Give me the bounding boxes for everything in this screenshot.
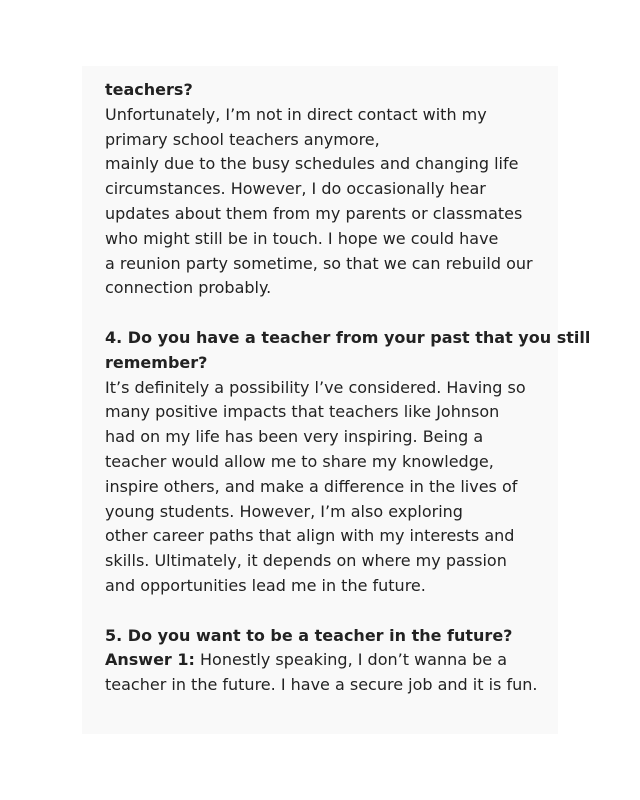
body-line: inspire others, and make a difference in the lives of [105, 476, 518, 496]
body-line: Unfortunately, I’m not in direct contact with my [105, 104, 487, 124]
body-line: a reunion party sometime, so that we can rebuild our [105, 253, 533, 273]
body-line: skills. Ultimately, it depends on where my passion [105, 551, 507, 571]
question-heading: remember? [105, 352, 208, 372]
question-heading: 4. Do you have a teacher from your past that you still [105, 327, 591, 347]
body-line: other career paths that align with my interests and [105, 526, 515, 546]
body-line: had on my life has been very inspiring. Being a [105, 427, 484, 447]
answer-text: Honestly speaking, I don’t wanna be a [194, 650, 508, 670]
document-content [105, 78, 591, 698]
body-line: It’s definitely a possibility l’ve considered. Having so [105, 377, 526, 397]
body-line: circumstances. However, I do occasionally hear [105, 179, 486, 199]
body-line: updates about them from my parents or classmates [105, 203, 523, 223]
answer-line [105, 648, 555, 673]
body-line: many positive impacts that teachers like Johnson [105, 402, 500, 422]
body-line: young students. However, I’m also exploring [105, 501, 463, 521]
body-line: teacher would allow me to share my knowledge, [105, 451, 494, 471]
body-line: who might still be in touch. I hope we could have [105, 228, 499, 248]
paragraph-gap [105, 599, 555, 624]
body-line: primary school teachers anymore, [105, 129, 380, 149]
answer-label: Answer 1: [105, 650, 195, 670]
paragraph-gap [105, 301, 555, 326]
answer-line: teacher in the future. I have a secure job and it is fun. [105, 675, 538, 695]
body-line: mainly due to the busy schedules and changing life [105, 154, 519, 174]
question-heading: 5. Do you want to be a teacher in the future? [105, 625, 513, 645]
body-line: connection probably. [105, 278, 272, 298]
body-line: and opportunities lead me in the future. [105, 575, 426, 595]
question-heading: teachers? [105, 80, 193, 99]
